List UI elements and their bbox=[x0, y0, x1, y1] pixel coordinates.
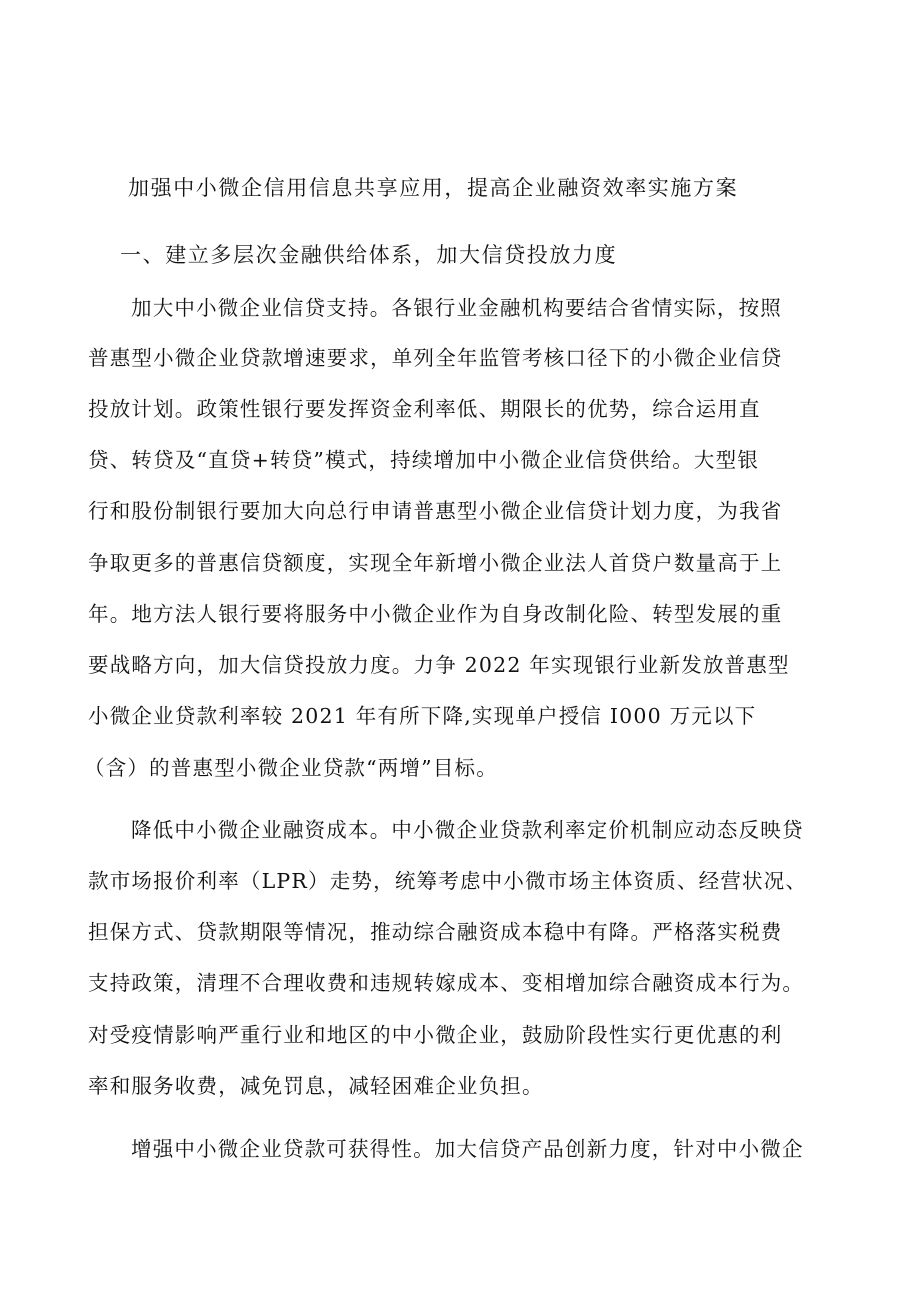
paragraph-line: 行和股份制银行要加大向总行申请普惠型小微企业信贷计划力度，为我省 bbox=[88, 499, 783, 523]
paragraph-line: 年。地方法人银行要将服务中小微企业作为自身改制化险、转型发展的重 bbox=[88, 602, 783, 626]
paragraph-line: 支持政策，清理不合理收费和违规转嫁成本、变相增加综合融资成本行为。 bbox=[88, 971, 805, 995]
paragraph-line: 对受疫情影响严重行业和地区的中小微企业，鼓励阶段性实行更优惠的利 bbox=[88, 1023, 783, 1047]
paragraph-line: 小微企业贷款利率较 2021 年有所下降,实现单户授信 I000 万元以下 bbox=[88, 704, 757, 728]
paragraph-line: 普惠型小微企业贷款增速要求，单列全年监管考核口径下的小微企业信贷 bbox=[88, 346, 783, 370]
paragraph-line: 担保方式、贷款期限等情况，推动综合融资成本稳中有降。严格落实税费 bbox=[88, 920, 783, 944]
paragraph-line: 争取更多的普惠信贷额度，实现全年新增小微企业法人首贷户数量高于上 bbox=[88, 551, 783, 575]
paragraph-line: 加大中小微企业信贷支持。各银行业金融机构要结合省情实际，按照 bbox=[131, 296, 782, 320]
paragraph-line: （含）的普惠型小微企业贷款“两增”目标。 bbox=[84, 756, 498, 780]
paragraph-line: 贷、转贷及“直贷+转贷”模式，持续增加中小微企业信贷供给。大型银 bbox=[88, 448, 760, 472]
paragraph-line: 率和服务收费，减免罚息，减轻困难企业负担。 bbox=[88, 1074, 544, 1098]
paragraph-line: 增强中小微企业贷款可获得性。加大信贷产品创新力度，针对中小微企 bbox=[131, 1137, 804, 1161]
section-heading: 一、建立多层次金融供给体系，加大信贷投放力度 bbox=[120, 243, 618, 267]
paragraph-line: 款市场报价利率（LPR）走势，统筹考虑中小微市场主体资质、经营状况、 bbox=[88, 869, 808, 893]
document-title: 加强中小微企信用信息共享应用，提高企业融资效率实施方案 bbox=[128, 176, 739, 200]
paragraph-line: 投放计划。政策性银行要发挥资金利率低、期限长的优势，综合运用直 bbox=[88, 397, 761, 421]
paragraph-line: 要战略方向，加大信贷投放力度。力争 2022 年实现银行业新发放普惠型 bbox=[88, 653, 790, 677]
paragraph-line: 降低中小微企业融资成本。中小微企业贷款利率定价机制应动态反映贷 bbox=[131, 818, 804, 842]
